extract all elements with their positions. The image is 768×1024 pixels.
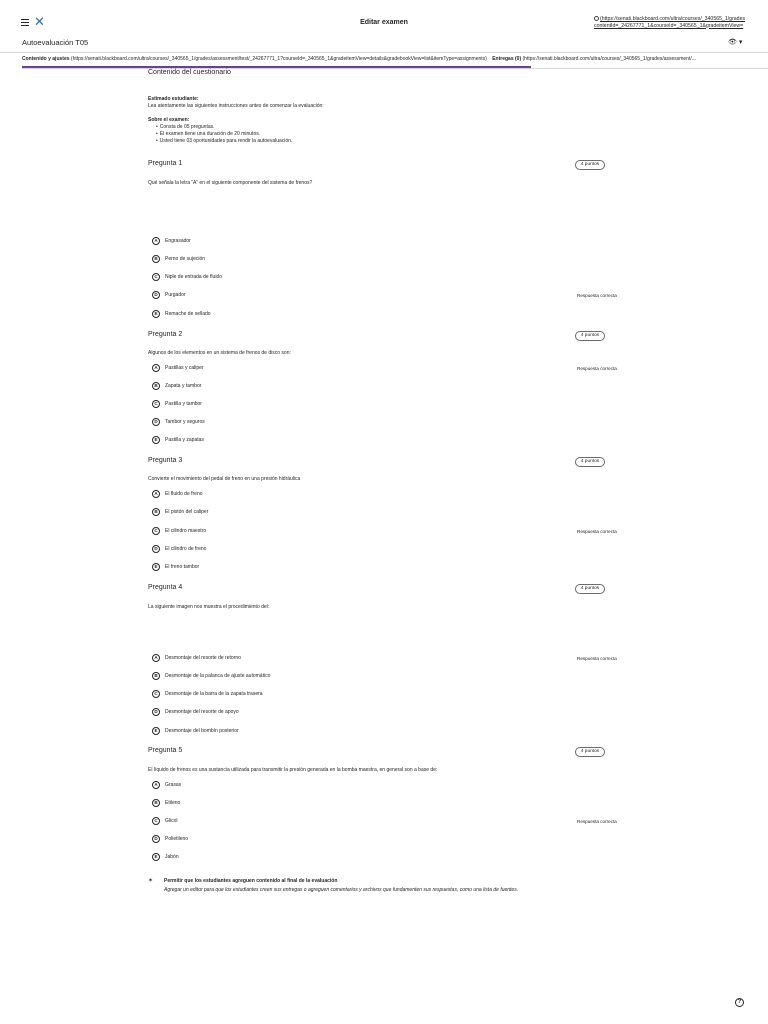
option-text: Desmontaje del bombín posterior [165,728,239,734]
option-letter-badge: A [152,654,160,662]
question-title[interactable]: Pregunta 1 [148,160,183,167]
option-letter-badge: D [152,545,160,553]
answer-option[interactable] [152,799,622,808]
eye-icon: 👁 [728,39,737,46]
instructions-block[interactable]: Estimado estudiante: Lea atentamente las siguientes instrucciones antes de comenzar la evaluación: Sobre el examen: • Consta de 05 preguntas. • El examen tiene una duración de 20 minutos. • Usted tiene 03 oportunidades para rendir la autoevaluación. [148,96,324,145]
option-letter-badge: D [152,291,160,299]
question-title[interactable]: Pregunta 5 [148,747,183,754]
divider [0,52,768,53]
answer-option[interactable] [152,708,622,717]
option-text: Polietileno [165,836,189,842]
answer-option[interactable] [152,727,622,736]
question-text[interactable]: La siguiente imagen nos muestra el procedimiento del: [148,604,270,610]
answer-option[interactable] [152,273,622,282]
option-letter-badge: D [152,418,160,426]
answer-option[interactable] [152,690,622,699]
answer-option[interactable] [152,527,622,536]
correct-answer-label: Respuesta correcta [577,365,617,371]
points-badge[interactable]: 4 puntos [575,160,605,170]
tab-content-settings[interactable]: Contenido y ajustes (https://senati.blackboard.com/ultra/courses/_340565_1/grades/assessment/test/_24267771_1?courseId=_340565_1&gradeitemView=details&gradebookView=list&itemType=assignments) [22,56,487,62]
option-text: Remache de sellado [165,311,211,317]
globe-icon [594,16,599,21]
answer-option[interactable] [152,364,622,373]
answer-option[interactable] [152,835,622,844]
points-badge[interactable]: 4 puntos [575,747,605,757]
points-badge[interactable]: 4 puntos [575,457,605,467]
list-item: • El examen tiene una duración de 20 minutos. [161,131,324,138]
answer-option[interactable] [152,672,622,681]
question-text[interactable]: El líquido de frenos es una sustancia utilizada para transmitir la presión generada en la bomba maestra, en general son a base de: [148,767,438,773]
option-text: Pastilla y tambor [165,401,202,407]
option-letter-badge: E [152,853,160,861]
points-badge[interactable]: 4 puntos [575,584,605,594]
question-mark-icon[interactable]: ? [735,998,744,1007]
correct-answer-label: Respuesta correcta [577,528,617,534]
option-letter-badge: A [152,781,160,789]
option-text: Zapata y tambor [165,383,202,389]
option-letter-badge: B [152,382,160,390]
option-letter-badge: E [152,563,160,571]
option-letter-badge: B [152,799,160,807]
tab-submissions[interactable]: Entregas (0) (https://senati.blackboard.com/ultra/courses/_340565_1/grades/assessment/... [492,56,696,62]
answer-option[interactable] [152,781,622,790]
option-text: El cilindro maestro [165,528,207,534]
test-title[interactable]: Autoevaluación T05 [22,38,89,47]
option-text: Desmontaje de la barra de la zapata trasera [165,691,263,697]
option-letter-badge: C [152,817,160,825]
option-text: Desmontaje del resorte de apoyo [165,709,239,715]
answer-option[interactable] [152,255,622,264]
question-text[interactable]: Convierte el movimiento del pedal de freno en una presión hidráulica [148,476,301,482]
option-text: El freno tambor [165,564,200,570]
option-text: Engrasador [165,238,191,244]
content-heading: Contenido del cuestionario [148,69,231,76]
answer-option[interactable] [152,291,622,300]
option-letter-badge: E [152,727,160,735]
question-title[interactable]: Pregunta 4 [148,584,183,591]
option-text: Grasas [165,782,182,788]
points-badge[interactable]: 4 puntos [575,331,605,341]
option-letter-badge: C [152,527,160,535]
answer-option[interactable] [152,563,622,572]
correct-answer-label: Respuesta correcta [577,655,617,661]
answer-option[interactable] [152,817,622,826]
settings-checkbox[interactable]: ✶ [148,878,154,884]
list-item: • Usted tiene 03 oportunidades para rendir la autoevaluación. [161,138,324,145]
option-letter-badge: D [152,835,160,843]
option-letter-badge: E [152,436,160,444]
question-title[interactable]: Pregunta 3 [148,457,183,464]
close-icon[interactable]: ✕ [34,14,45,29]
url-link[interactable]: (https://senati.blackboard.com/ultra/courses/_340565_1/grades contentId=_24267771_1&courseId=_340565_1&gradeitemView= [594,16,746,29]
option-text: Tambor y seguros [165,419,205,425]
option-text: El cilindro de freno [165,546,207,552]
answer-option[interactable] [152,654,622,663]
option-letter-badge: A [152,237,160,245]
answer-option[interactable] [152,400,622,409]
page-title: Editar examen [360,19,408,26]
question-text[interactable]: Qué señala la letra “A” en el siguiente componente del sistema de frenos? [148,180,313,186]
answer-option[interactable] [152,545,622,554]
option-title: Permitir que los estudiantes agreguen contenido al final de la evaluación [164,878,338,884]
option-text: Perno de sujeción [165,256,206,262]
divider [22,68,768,69]
question-title[interactable]: Pregunta 2 [148,331,183,338]
option-text: El pistón del caliper [165,509,209,515]
correct-answer-label: Respuesta correcta [577,818,617,824]
option-text: Jabón [165,854,179,860]
option-text: Desmontaje del resorte de retorno [165,655,241,661]
option-letter-badge: B [152,672,160,680]
option-letter-badge: C [152,690,160,698]
answer-option[interactable] [152,382,622,391]
option-letter-badge: A [152,490,160,498]
answer-option[interactable] [152,418,622,427]
list-item: • Consta de 05 preguntas. [161,124,324,131]
option-letter-badge: E [152,310,160,318]
option-letter-badge: A [152,364,160,372]
question-text[interactable]: Algunos de los elementos en un sistema de frenos de disco son: [148,350,291,356]
top-bar [0,0,768,34]
option-text: Glicol [165,818,178,824]
chevron-down-icon: ▾ [738,39,743,46]
option-text: El fluido de freno [165,491,203,497]
option-description: Agregar un editor para que los estudiantes creen sus entregas o agreguen comentarios y archivos que fundamenten sus respuestas, como una lista de fuentes. [164,887,519,893]
option-text: Etileno [165,800,181,806]
option-text: Pastilla y zapatas [165,437,204,443]
answer-option[interactable] [152,436,622,445]
option-letter-badge: C [152,273,160,281]
option-letter-badge: B [152,255,160,263]
answer-option[interactable] [152,310,622,319]
correct-answer-label: Respuesta correcta [577,292,617,298]
answer-option[interactable] [152,853,622,862]
option-letter-badge: D [152,708,160,716]
answer-option[interactable] [152,508,622,517]
student-preview-toggle[interactable] [728,38,742,46]
option-letter-badge: B [152,508,160,516]
option-text: Pastillas y caliper [165,365,204,371]
answer-option[interactable] [152,490,622,499]
option-text: Desmontaje de la palanca de ajuste automático [165,673,271,679]
answer-option[interactable] [152,237,622,246]
option-text: Niple de entrada de fluido [165,274,222,280]
option-text: Purgador [165,292,186,298]
option-letter-badge: C [152,400,160,408]
